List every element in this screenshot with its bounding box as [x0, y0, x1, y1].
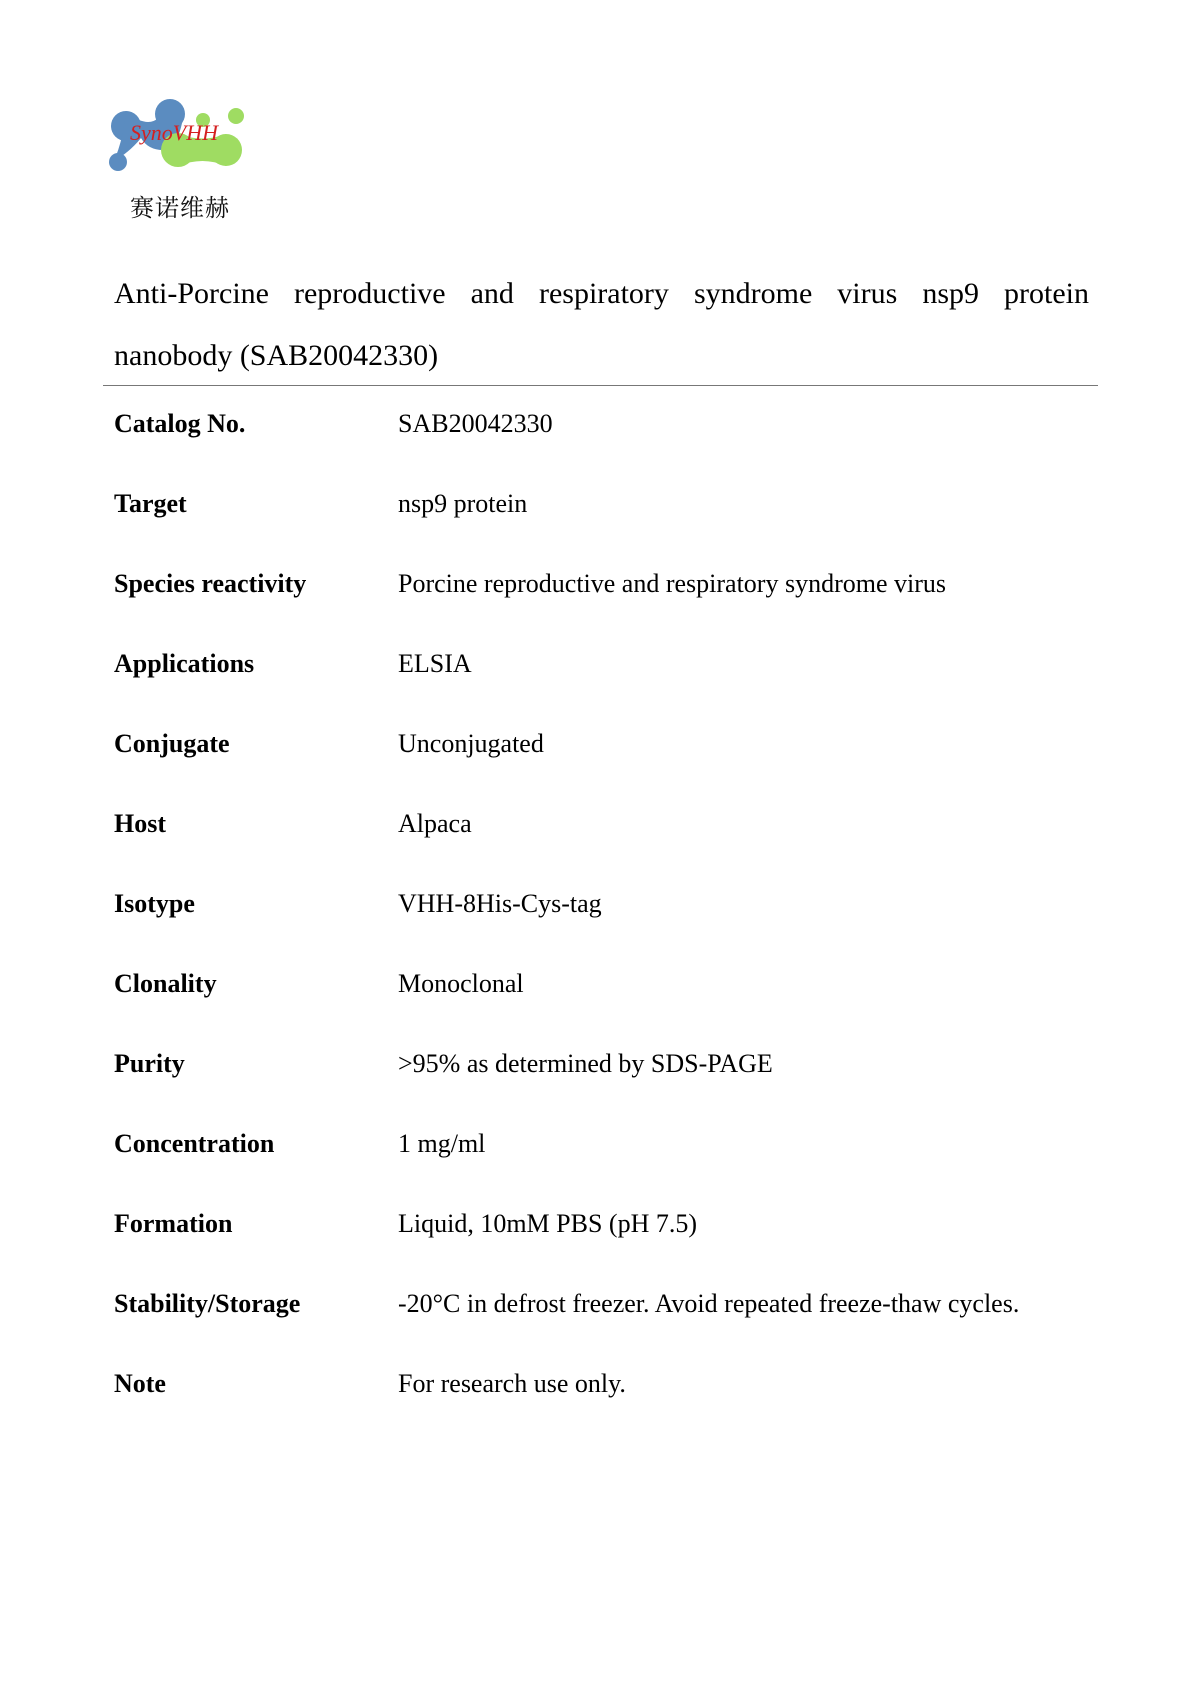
spec-label: Catalog No.	[114, 409, 246, 438]
spec-value: 1 mg/ml	[398, 1129, 486, 1158]
spec-value: >95% as determined by SDS-PAGE	[398, 1049, 773, 1078]
spec-row	[114, 885, 1094, 965]
product-title: Anti-Porcine reproductive and respiratory syndrome virus nsp9 protein nanobody (SAB20042330)	[114, 277, 1089, 372]
spec-row	[114, 805, 1094, 885]
title-divider	[103, 385, 1098, 386]
spec-label: Note	[114, 1369, 166, 1398]
spec-row	[114, 565, 1094, 645]
spec-value: nsp9 protein	[398, 489, 528, 518]
spec-value: VHH-8His-Cys-tag	[398, 889, 602, 918]
spec-value: Monoclonal	[398, 969, 524, 998]
spec-row	[114, 725, 1094, 805]
spec-value: SAB20042330	[398, 409, 553, 438]
spec-label: Formation	[114, 1209, 233, 1238]
spec-label: Applications	[114, 649, 255, 678]
spec-label: Conjugate	[114, 729, 230, 758]
spec-value: Alpaca	[398, 809, 472, 838]
company-logo	[108, 98, 258, 223]
spec-row	[114, 645, 1094, 725]
spec-label: Host	[114, 809, 166, 838]
logo-graphic	[108, 98, 258, 188]
spec-value: For research use only.	[398, 1369, 626, 1398]
spec-row	[114, 1365, 1094, 1445]
spec-row	[114, 485, 1094, 565]
spec-label: Clonality	[114, 969, 217, 998]
spec-label: Concentration	[114, 1129, 275, 1158]
spec-row	[114, 1045, 1094, 1125]
spec-label: Purity	[114, 1049, 185, 1078]
spec-value: Porcine reproductive and respiratory syndrome virus	[398, 569, 947, 598]
spec-label: Stability/Storage	[114, 1289, 301, 1318]
spec-table	[114, 405, 1094, 1445]
spec-label: Species reactivity	[114, 569, 307, 598]
spec-value: Unconjugated	[398, 729, 544, 758]
spec-row	[114, 1285, 1094, 1365]
spec-row	[114, 405, 1094, 485]
logo-chinese-name: 赛诺维赫	[130, 194, 230, 222]
spec-row	[114, 965, 1094, 1045]
spec-row	[114, 1205, 1094, 1285]
spec-label: Isotype	[114, 889, 195, 918]
spec-value: ELSIA	[398, 649, 472, 678]
logo-brand-text: SynoVHH	[130, 120, 218, 145]
spec-value: -20°C in defrost freezer. Avoid repeated freeze-thaw cycles.	[398, 1289, 1020, 1318]
spec-row	[114, 1125, 1094, 1205]
spec-label: Target	[114, 489, 187, 518]
spec-value: Liquid, 10mM PBS (pH 7.5)	[398, 1209, 698, 1238]
